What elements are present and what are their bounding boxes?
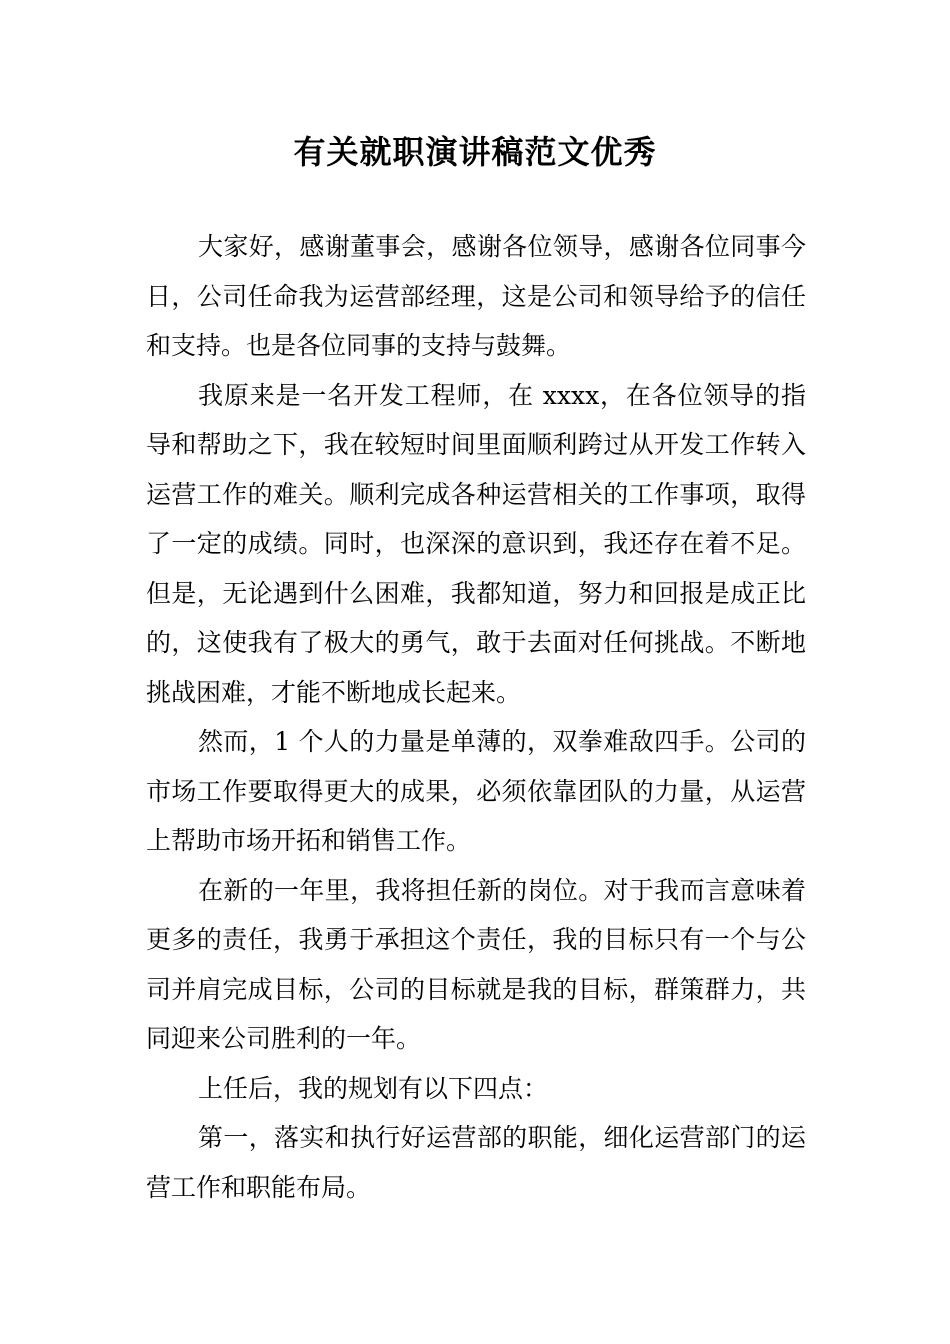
paragraph-background: 我原来是一名开发工程师，在 xxxx，在各位领导的指导和帮助之下，我在较短时间里面顺利跨过从开发工作转入运营工作的难关。顺利完成各种运营相关的工作事项，取得了一定的成绩。同时，也深深的意识到，我还存在着不足。但是，无论遇到什么困难，我都知道，努力和回报是成正比的，这使我有了极大的勇气，敢于去面对任何挑战。不断地挑战困难，才能不断地成长起来。 [146,380,806,707]
paragraph-greeting: 大家好，感谢董事会，感谢各位领导，感谢各位同事今日，公司任命我为运营部经理，这是公司和领导给予的信任和支持。也是各位同事的支持与鼓舞。 [146,232,806,360]
paragraph-new-year: 在新的一年里，我将担任新的岗位。对于我而言意味着更多的责任，我勇于承担这个责任，我的目标只有一个与公司并肩完成目标，公司的目标就是我的目标，群策群力，共同迎来公司胜利的一年。 [146,875,806,1053]
paragraph-plan-first: 第一，落实和执行好运营部的职能，细化运营部门的运营工作和职能布局。 [146,1123,806,1202]
document-body [146,222,806,1212]
document-title: 有关就职演讲稿范文优秀 [293,133,657,171]
paragraph-teamwork: 然而，1 个人的力量是单薄的，双拳难敌四手。公司的市场工作要取得更大的成果，必须依靠团队的力量，从运营上帮助市场开拓和销售工作。 [146,727,806,855]
paragraph-plan-intro: 上任后，我的规划有以下四点： [198,1073,549,1103]
